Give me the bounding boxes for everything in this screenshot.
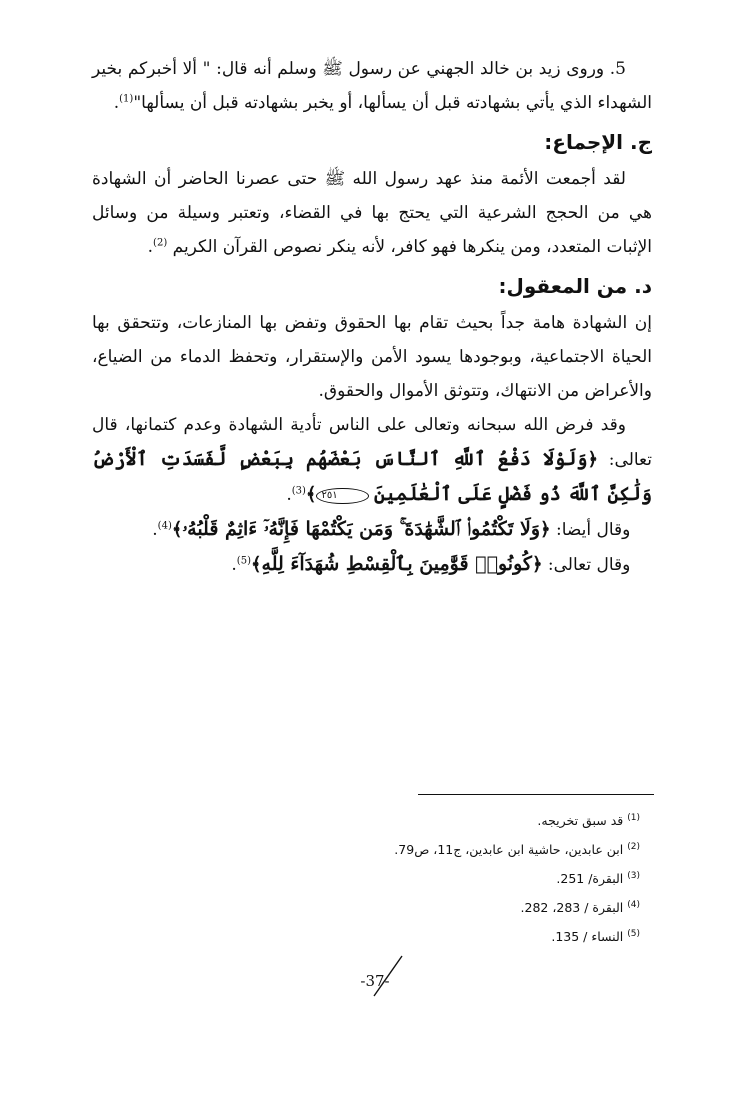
footnote-2-number: (2): [627, 841, 640, 852]
quran-bracket-open-2: ﴿: [540, 519, 551, 540]
footnote-ref-3: (3): [291, 485, 306, 497]
quran-bracket-close: ﴾: [305, 484, 317, 505]
quran-bracket-close-3: ﴾: [250, 554, 262, 575]
footnote-5-number: (5): [627, 928, 640, 939]
footnote-2: [200, 835, 640, 864]
footnote-4-number: (4): [627, 899, 640, 910]
footnote-separator: [418, 794, 654, 795]
footnote-5-text: النساء / 135.: [551, 929, 624, 944]
footnote-4: [200, 893, 640, 922]
heading-reason: د. من المعقول:: [498, 274, 652, 298]
footnote-1-number: (1): [627, 812, 640, 823]
paragraph-5-text: 5. وروى زيد بن خالد الجهني عن رسول ﷺ وسلم أنه قال: " ألا أخبركم بخير الشهداء الذي يأتي بشهادته قبل أن يسألها، أو يخبر بشهادته قبل أن يسألها": [92, 59, 652, 113]
paragraph-consensus-end: .: [147, 237, 154, 257]
page-number: -37-: [360, 972, 390, 990]
paragraph-5: [92, 52, 652, 120]
paragraph-verse-1: وقد فرض الله سبحانه وتعالى على الناس تأدية الشهادة وعدم كتمانها، قال تعالى: ﴿وَلَوْلَا دَفْعُ ٱللَّهِ ٱلنَّاسَ بَعْضَهُم بِبَعْضٍ لَّفَسَدَتِ ٱلْأَرْضُ وَلَٰكِنَّ ٱللَّهَ ذُو فَضْلٍ عَلَى ٱلْعَٰلَمِينَ ٢٥١﴾$^{(3)}$.: [92, 415, 652, 505]
footnote-3-text: البقرة/ 251.: [556, 871, 624, 886]
footnote-3-number: (3): [627, 870, 640, 881]
footnote-2-text: ابن عابدين، حاشية ابن عابدين، ج11، ص79.: [394, 842, 624, 857]
paragraph-consensus: [92, 162, 652, 264]
paragraph-verse-2: وقال أيضا: ﴿وَلَا تَكْتُمُوا۟ ٱلشَّهَٰدَةَ ۚ وَمَن يَكْتُمْهَا فَإِنَّهُۥٓ ءَاثِمٌ قَلْبُهُۥ﴾$^{(4)}$.: [152, 518, 631, 540]
footnote-ref-1: (1): [119, 93, 134, 105]
footnote-ref-5: (5): [236, 555, 251, 567]
footnote-5: [200, 922, 640, 951]
footnote-3: [200, 864, 640, 893]
footnote-1: [200, 806, 640, 835]
heading-consensus: ج. الإجماع:: [544, 130, 652, 154]
quran-bracket-close-2: ﴾: [171, 519, 183, 540]
quran-bracket-open: ﴿: [587, 449, 599, 470]
quran-verse-2: وَلَا تَكْتُمُوا۟ ٱلشَّهَٰدَةَ ۚ وَمَن يَكْتُمْهَا فَإِنَّهُۥٓ ءَاثِمٌ قَلْبُهُۥ: [182, 518, 541, 540]
quran-verse-3: كُونُوا۟ قَوَّٰمِينَ بِٱلْقِسْطِ شُهَدَآءَ لِلَّهِ: [261, 553, 532, 575]
quran-bracket-open-3: ﴿: [531, 554, 543, 575]
footnote-1-text: قد سبق تخريجه.: [537, 813, 624, 828]
verse-2-intro: وقال أيضا:: [556, 520, 631, 540]
footnotes: [200, 806, 640, 951]
paragraph-reason: إن الشهادة هامة جداً بحيث تقام بها الحقوق وتفض بها المنازعات، وتتحقق بها الحياة الاجتماعية، وبوجودها يسود الأمن والإستقرار، وتحفظ الدماء من الضياع، والأعراض من الانتهاك، وتتوثق الأموال والحقوق.: [92, 313, 652, 401]
verse-number-1: ٢٥١: [316, 488, 368, 504]
footnote-4-text: البقرة / 283، 282.: [520, 900, 624, 915]
verse-1-intro: وقد فرض الله سبحانه وتعالى على الناس تأدية الشهادة وعدم كتمانها، قال تعالى:: [92, 415, 652, 470]
paragraph-consensus-text: لقد أجمعت الأئمة منذ عهد رسول الله ﷺ حتى عصرنا الحاضر أن الشهادة هي من الحجج الشرعية التي يحتج بها في القضاء، وتعتبر وسيلة من وسائل الإثبات المتعدد، ومن ينكرها فهو كافر، لأنه ينكر نصوص القرآن الكريم: [92, 169, 652, 257]
footnote-ref-2: (2): [153, 237, 168, 249]
paragraph-verse-3: وقال تعالى: ﴿كُونُوا۟ قَوَّٰمِينَ بِٱلْقِسْطِ شُهَدَآءَ لِلَّهِ﴾$^{(5)}$.: [231, 553, 631, 575]
footnote-ref-4: (4): [157, 520, 172, 532]
paragraph-5-end: .: [113, 93, 120, 113]
verse-3-intro: وقال تعالى:: [547, 555, 631, 575]
quran-verse-1: وَلَوْلَا دَفْعُ ٱللَّهِ ٱلنَّاسَ بَعْضَهُم بِبَعْضٍ لَّفَسَدَتِ ٱلْأَرْضُ وَلَٰكِنَّ ٱللَّهَ ذُو فَضْلٍ عَلَى ٱلْعَٰلَمِينَ: [92, 448, 652, 505]
main-text: [92, 52, 652, 582]
